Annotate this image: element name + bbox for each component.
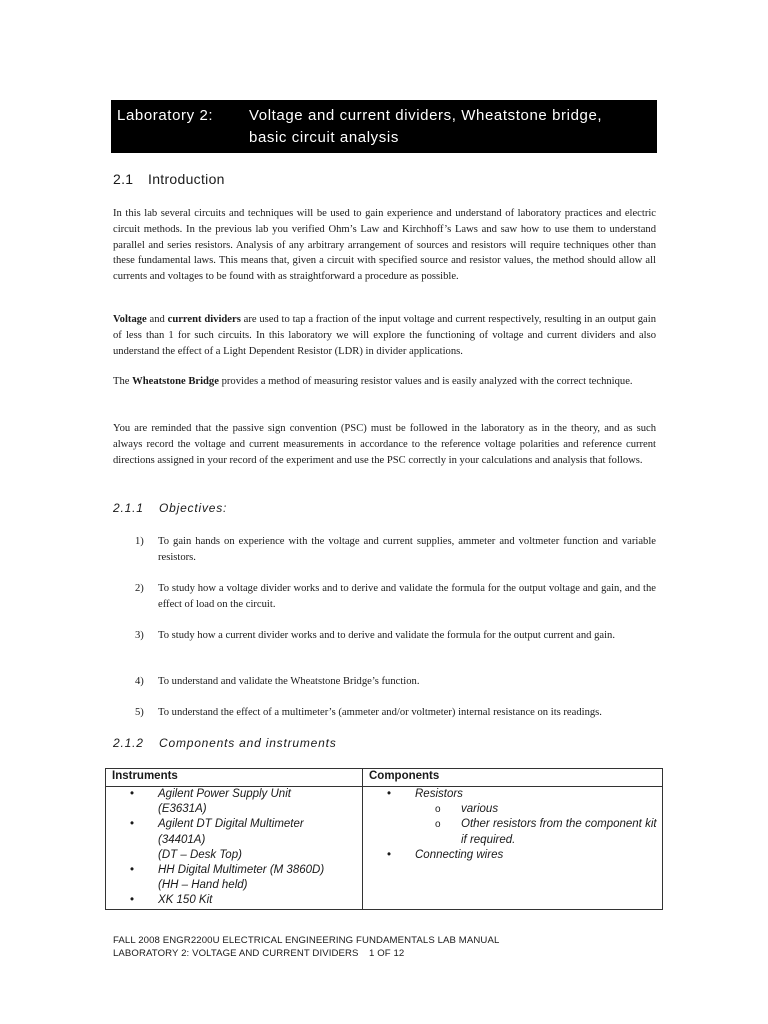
section-number: 2.1 [113,171,134,187]
page-number: 1 OF 12 [369,948,405,959]
section-title: Introduction [148,171,225,187]
objectives-heading [113,501,228,515]
current-dividers-term: current dividers [167,314,241,325]
intro-paragraph-1: In this lab several circuits and techniques will be used to gain experience and understand of laboratory practices and electric circuit methods. In the previous lab you verified Ohm’s Law and Kirchhoff’s Laws and saw how to use them to understand parallel and series resistors. Analysis of any arbitrary arrangement of sources and resistors will require techniques other than these fundamental laws. This means that, given a circuit with specified source and resistor values, the method should allow all currents and voltages to be found with as straightforward a procedure as possible. [113,208,656,283]
list-item: • HH Digital Multimeter (M 3860D) [106,863,362,878]
bullet-icon: • [387,848,392,861]
bullet-icon: • [130,818,135,831]
bullet-icon: • [130,864,135,877]
components-column-header: Components [363,769,663,787]
list-item: (E3631A) [158,803,207,816]
lab-number: Laboratory 2: [117,107,214,124]
circle-bullet-icon: o [435,819,441,831]
table-header-row [106,769,663,787]
list-item: • Agilent DT Digital Multimeter [106,817,362,832]
lab-title-line-2: basic circuit analysis [249,129,399,146]
instruments-cell [106,787,363,910]
list-item: • Resistors [363,787,662,802]
intro-paragraph-2: Voltage and current dividers are used to tap a fraction of the input voltage and current respectively, resulting in an output gain of less than 1 for such circuits. In this laboratory we will explore the functioning of voltage and current dividers and also understand the effect of a Light Dependent Resistor (LDR) in divider applications. [113,314,656,357]
wheatstone-bridge-term: Wheatstone Bridge [132,376,219,387]
footer-course-line: FALL 2008 ENGR2200U ELECTRICAL ENGINEERING FUNDAMENTALS LAB MANUAL [113,935,500,946]
list-item: (DT – Desk Top) [158,848,242,861]
objectives-number: 2.1.1 [113,501,144,515]
components-cell [363,787,663,910]
circle-bullet-icon: o [435,804,441,816]
voltage-term: Voltage [113,314,147,325]
intro-paragraph-4: You are reminded that the passive sign convention (PSC) must be followed in the laboratory as in the theory, and as such always record the voltage and current measurements in accordance to the reference voltage polarities and reference current directions assigned in your record of the experiment and use the PSC correctly in your calculations and analysis that follows. [113,423,656,466]
instruments-column-header: Instruments [106,769,363,787]
lab-title-line-1: Voltage and current dividers, Wheatstone bridge, [249,107,603,124]
list-item: o Other resistors from the component kit [363,817,662,832]
list-item: (HH – Hand held) [158,879,248,892]
components-title: Components and instruments [159,736,337,750]
list-item: • XK 150 Kit [106,893,362,908]
components-heading [113,736,337,750]
list-item: if required. [461,833,516,846]
list-item: o various [363,802,662,817]
table-row [106,787,663,910]
section-heading [113,171,225,187]
footer-lab-line: LABORATORY 2: VOLTAGE AND CURRENT DIVIDERS [113,948,359,959]
list-item: • Agilent Power Supply Unit [106,787,362,802]
objectives-title: Objectives: [159,501,228,515]
list-item: • Connecting wires [363,848,662,863]
page-footer [113,934,573,960]
bullet-icon: • [130,894,135,907]
list-item: (34401A) [158,833,206,846]
components-instruments-table [105,768,663,910]
bullet-icon: • [130,788,135,800]
lab-title-banner [111,100,657,153]
components-number: 2.1.2 [113,736,144,750]
intro-paragraph-3: The Wheatstone Bridge provides a method of measuring resistor values and is easily analyzed with the correct technique. [113,376,633,387]
bullet-icon: • [387,788,392,800]
